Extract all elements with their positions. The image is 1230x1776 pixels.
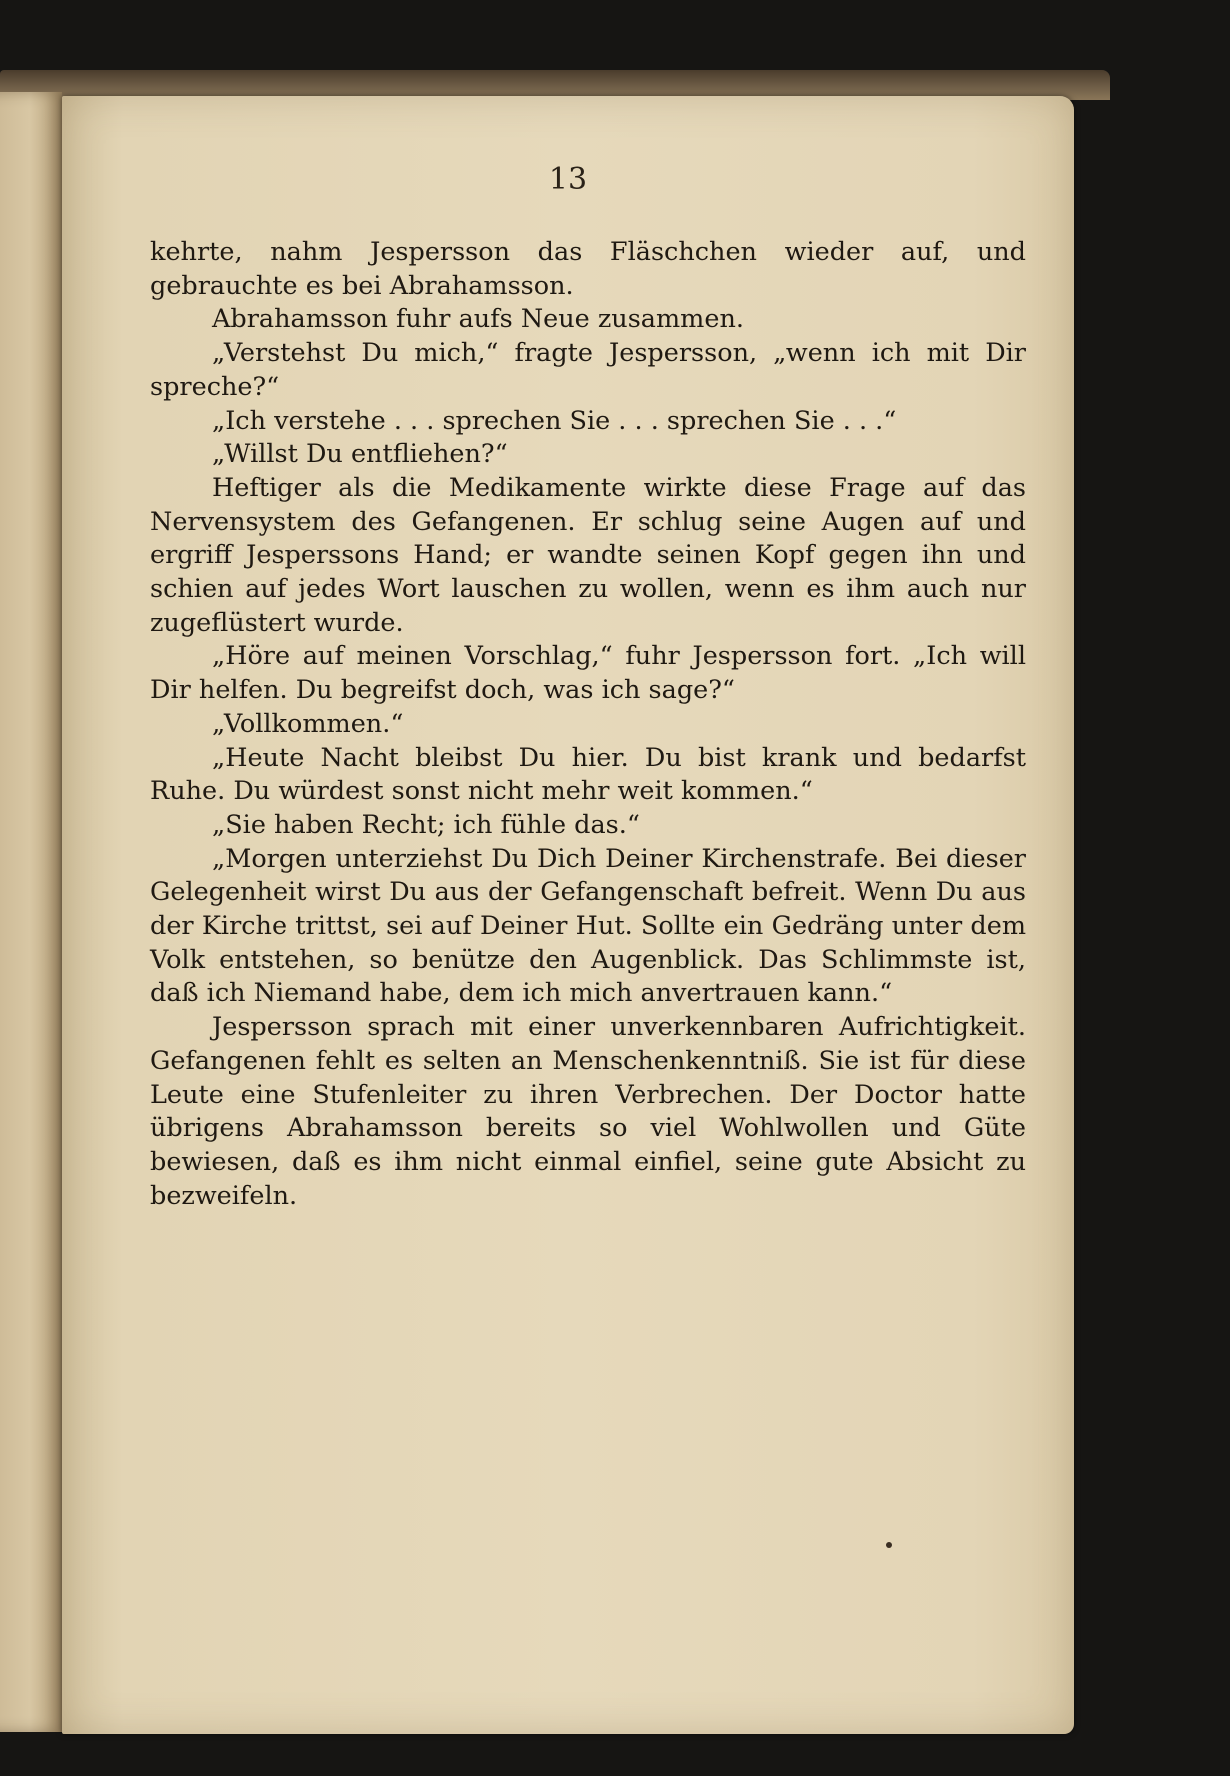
page-text bbox=[150, 236, 1026, 1213]
ink-speck bbox=[886, 1542, 892, 1548]
page-number: 13 bbox=[548, 162, 588, 197]
paragraph: „Morgen unterziehst Du Dich Deiner Kirchenstrafe. Bei dieser Gelegenheit wirst Du aus der Gefangenschaft befreit. Wenn Du aus der Kirche trittst, sei auf Deiner Hut. Sollte ein Gedräng unter dem Volk entstehen, so benütze den Augenblick. Das Schlimmste ist, daß ich Niemand habe, dem ich mich anvertrauen kann.“ bbox=[150, 843, 1026, 1009]
paragraph: „Vollkommen.“ bbox=[212, 708, 404, 739]
paragraph: „Heute Nacht bleibst Du hier. Du bist krank und bedarfst Ruhe. Du würdest sonst nicht mehr weit kommen.“ bbox=[150, 742, 1026, 807]
paragraph: Abrahamsson fuhr aufs Neue zusammen. bbox=[212, 304, 744, 335]
left-page-edge bbox=[0, 92, 62, 1732]
book-page bbox=[62, 96, 1074, 1734]
paragraph: kehrte, nahm Jespersson das Fläschchen wieder auf, und gebrauchte es bei Abrahamsson. bbox=[150, 237, 1026, 301]
paragraph: „Höre auf meinen Vorschlag,“ fuhr Jespersson fort. „Ich will Dir helfen. Du begreifst doch, was ich sage?“ bbox=[150, 641, 1026, 706]
paragraph: „Sie haben Recht; ich fühle das.“ bbox=[212, 809, 640, 840]
paragraph: „Ich verstehe . . . sprechen Sie . . . sprechen Sie . . .“ bbox=[212, 405, 897, 436]
paragraph: „Verstehst Du mich,“ fragte Jespersson, „wenn ich mit Dir spreche?“ bbox=[150, 338, 1026, 402]
paragraph: Heftiger als die Medikamente wirkte diese Frage auf das Nervensystem des Gefangenen. Er schlug seine Augen auf und ergriff Jesperssons Hand; er wandte seinen Kopf gegen ihn und schien auf jedes Wort lauschen zu wollen, wenn es ihm auch nur zugeflüstert wurde. bbox=[150, 472, 1026, 638]
paragraph: Jespersson sprach mit einer unverkennbaren Aufrichtigkeit. Gefangenen fehlt es selten an Menschenkenntniß. Sie ist für diese Leute eine Stufenleiter zu ihren Verbrechen. Der Doctor hatte übrigens Abrahamsson bereits so viel Wohlwollen und Güte bewiesen, daß es ihm nicht einmal einfiel, seine gute Absicht zu bezweifeln. bbox=[150, 1012, 1026, 1211]
paragraph: „Willst Du entfliehen?“ bbox=[212, 439, 508, 470]
